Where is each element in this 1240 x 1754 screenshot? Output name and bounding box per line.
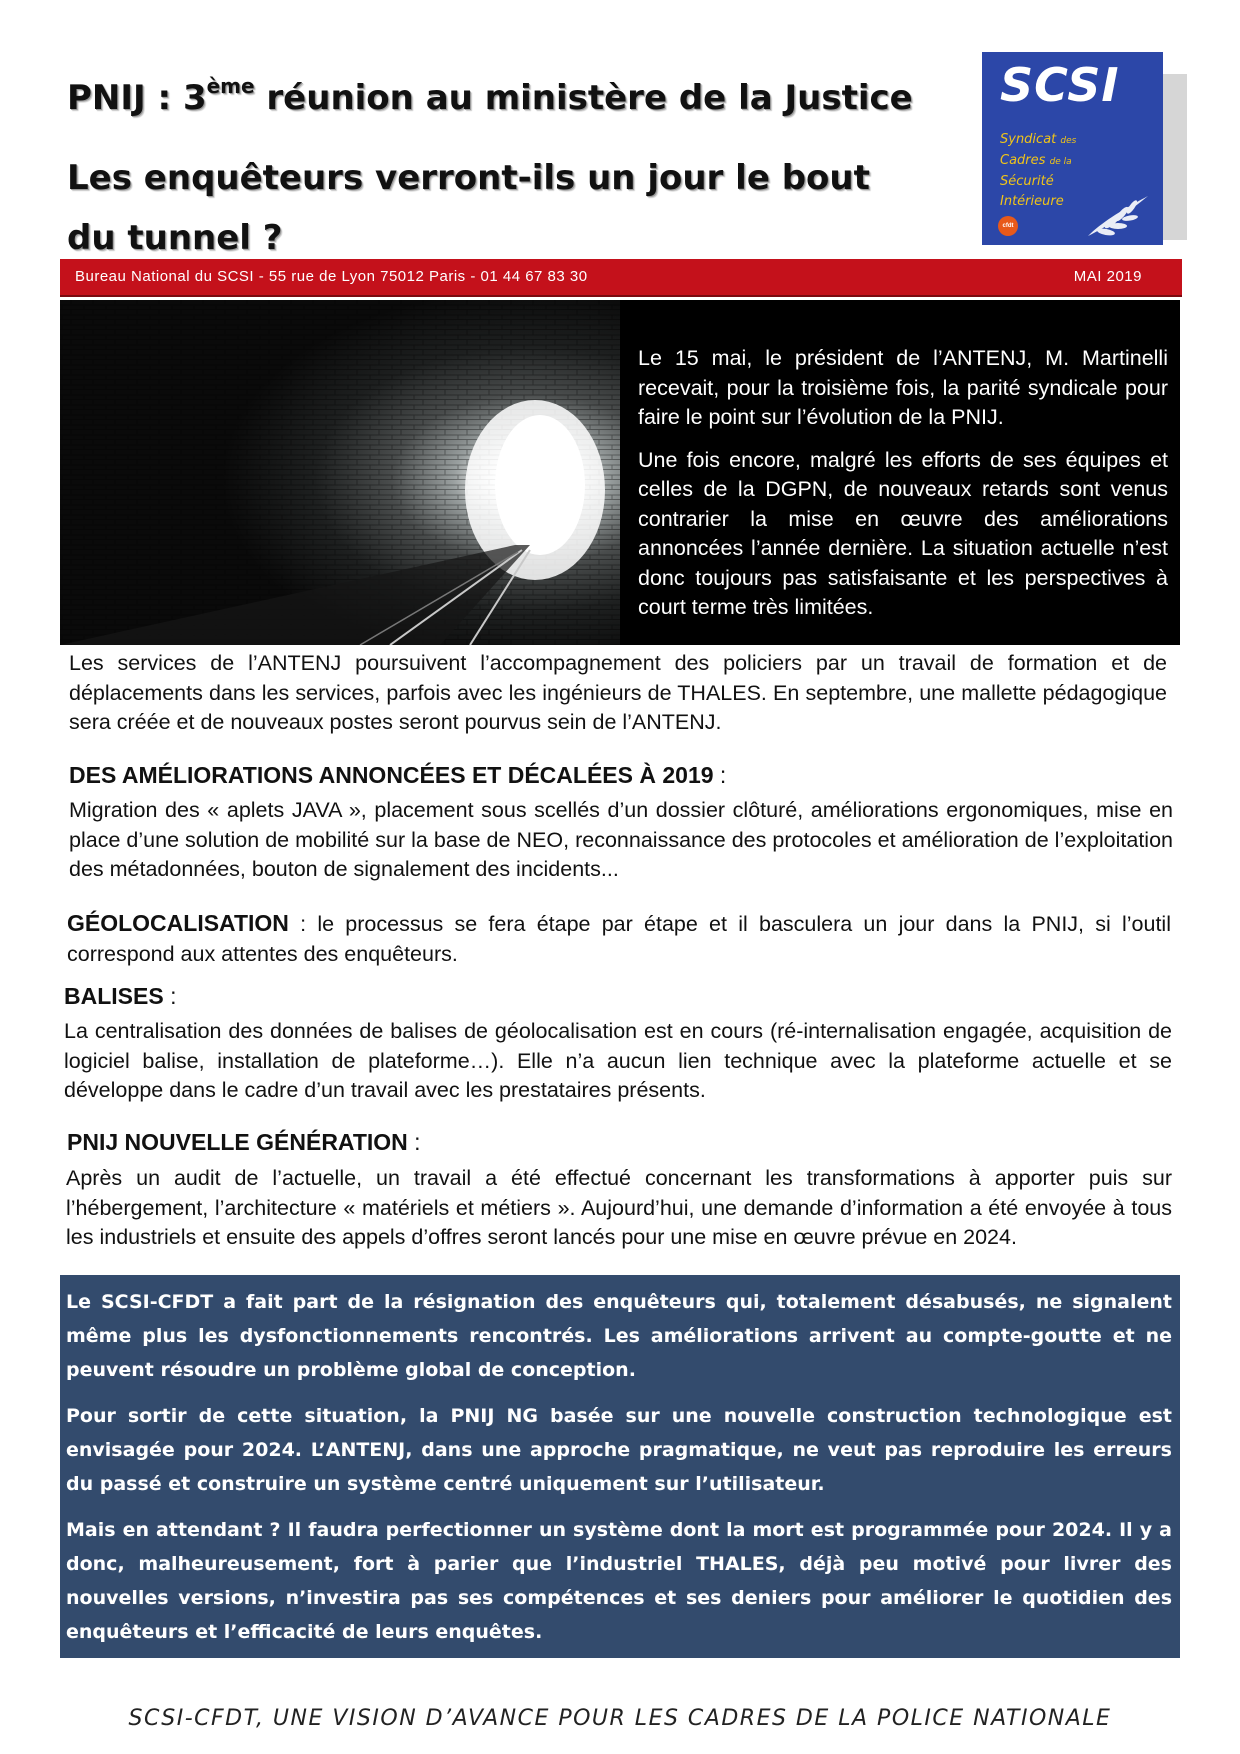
page-subtitle: Les enquêteurs verront-ils un jour le bout du tunnel ? — [67, 158, 870, 258]
section-heading-nouvelle-generation: PNIJ NOUVELLE GÉNÉRATION : — [67, 1129, 421, 1155]
page-title — [67, 74, 913, 118]
title-suffix: réunion au ministère de la Justice — [254, 78, 913, 118]
section-text-geolocalisation: : le processus se fera étape par étape et il basculera un jour dans la PNIJ, si l’outil correspond aux attentes des enquêteurs. — [67, 912, 1171, 966]
section-text-ameliorations: Migration des « aplets JAVA », placement sous scellés d’un dossier clôturé, améliorations ergonomiques, mise en place d’une solution de mobilité sur la base de NEO, reconnaissance des protocoles et amélioration de l’exploitation des métadonnées, bouton de signalement des incidents... — [69, 798, 1173, 881]
header-band — [60, 259, 1182, 297]
hero-text — [638, 344, 1168, 636]
logo-tagline: Syndicat des Cadres de la Sécurité Intérieure — [1000, 132, 1077, 209]
title-prefix: PNIJ : 3 — [67, 78, 207, 118]
tunnel-photo-icon — [60, 300, 620, 645]
laurel-icon — [1082, 192, 1152, 238]
issue-date: MAI 2019 — [1073, 268, 1142, 285]
title-superscript: ème — [206, 74, 255, 98]
section-heading-geolocalisation: GÉOLOCALISATION — [67, 910, 289, 936]
scsi-logo — [982, 52, 1163, 245]
section-geolocalisation — [67, 909, 1171, 969]
hero-paragraph: Le 15 mai, le président de l’ANTENJ, M. Martinelli recevait, pour la troisième fois, la parité syndicale pour faire le point sur l’évolution de la PNIJ. — [638, 346, 1168, 429]
conclusion-paragraph: Le SCSI-CFDT a fait part de la résignation des enquêteurs qui, totalement désabusés, ne signalent même plus les dysfonctionnements rencontrés. Les améliorations arrivent au compte-goutte et ne peuvent résoudre un problème global de conception. — [66, 1291, 1172, 1381]
hero-paragraph: Une fois encore, malgré les efforts de ses équipes et celles de la DGPN, de nouveaux retards sont venus contrarier la mise en œuvre des améliorations annoncées l’année dernière. La situation actuelle n’est donc toujours pas satisfaisante et les perspectives à court terme très limitées. — [638, 447, 1168, 619]
section-heading-ameliorations: DES AMÉLIORATIONS ANNONCÉES ET DÉCALÉES À 2019 : — [69, 762, 727, 788]
section-text-nouvelle-generation: Après un audit de l’actuelle, un travail a été effectué concernant les transformations à apporter puis sur l’hébergement, l’architecture « matériels et métiers ». Aujourd’hui, une demande d’information a été envoyée à tous les industriels et ensuite des appels d’offres seront lancés pour une mise en œuvre prévue en 2024. — [66, 1166, 1172, 1249]
section-text-balises: La centralisation des données de balises de géolocalisation est en cours (ré-internalisation engagée, acquisition de logiciel balise, installation de plateforme…). Elle n’a aucun lien technique avec la plateforme actuelle et se développe dans le cadre d’un travail avec les prestataires présents. — [64, 1019, 1172, 1102]
hero-section — [60, 300, 1180, 645]
conclusion-paragraph: Mais en attendant ? Il faudra perfectionner un système dont la mort est programmée pour 2024. Il y a donc, malheureusement, fort à parier que l’industriel THALES, déjà peu motivé pour livrer des nouvelles versions, n’investira pas ses compétences et ses deniers pour améliorer le quotidien des enquêteurs et l’efficacité de leurs enquêtes. — [66, 1519, 1172, 1643]
conclusion-box — [60, 1275, 1180, 1658]
intro-paragraph: Les services de l’ANTENJ poursuivent l’accompagnement des policiers par un travail de formation et de déplacements dans les services, parfois avec les ingénieurs de THALES. En septembre, une mallette pédagogique sera créée et de nouveaux postes seront pourvus sein de l’ANTENJ. — [69, 651, 1167, 734]
logo-name: SCSI — [1000, 58, 1120, 112]
conclusion-text — [66, 1285, 1172, 1661]
cfdt-badge-icon: cfdt — [998, 216, 1018, 236]
conclusion-paragraph: Pour sortir de cette situation, la PNIJ NG basée sur une nouvelle construction technologique est envisagée pour 2024. L’ANTENJ, dans une approche pragmatique, ne veut pas reproduire les erreurs du passé et construire un système centré uniquement sur l’utilisateur. — [66, 1405, 1172, 1495]
address-line: Bureau National du SCSI - 55 rue de Lyon 75012 Paris - 01 44 67 83 30 — [75, 268, 588, 285]
section-heading-balises: BALISES : — [64, 983, 177, 1009]
footer-tagline: SCSI-CFDT, UNE VISION D’AVANCE POUR LES CADRES DE LA POLICE NATIONALE — [128, 1706, 1112, 1731]
